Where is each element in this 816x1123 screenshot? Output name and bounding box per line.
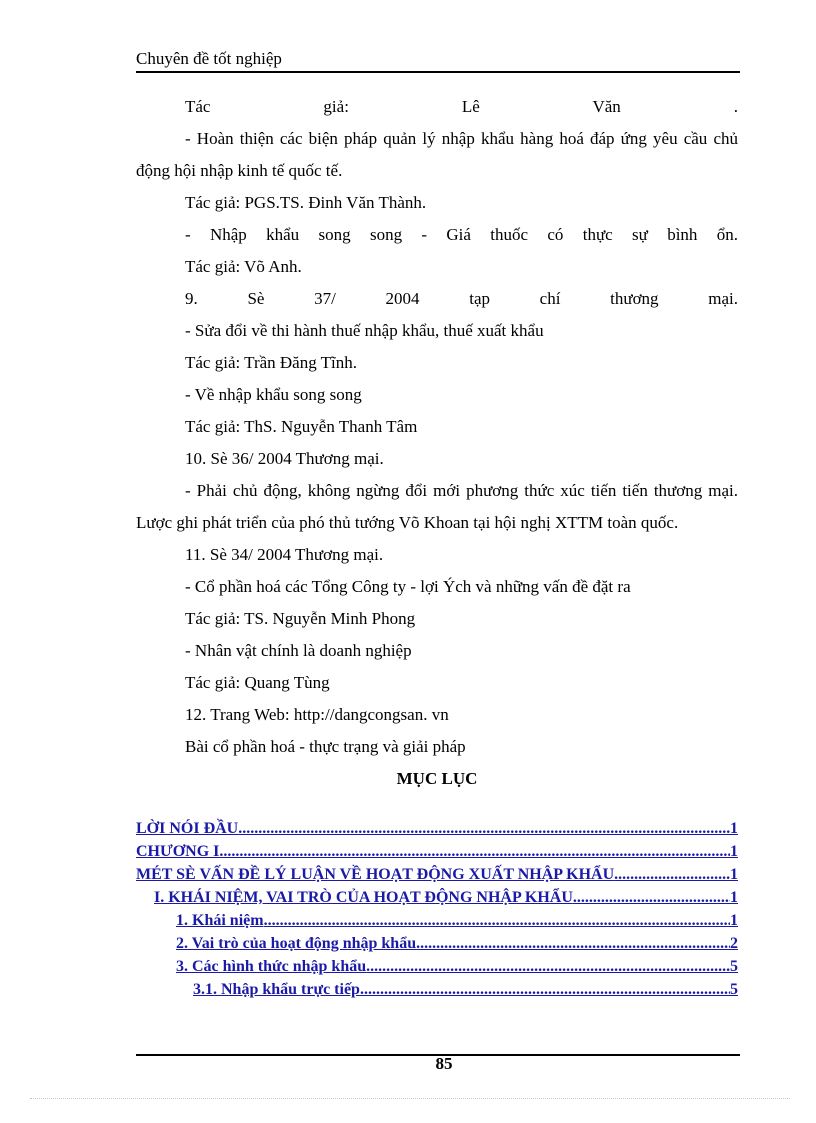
toc-entry-page: 5 [730,981,738,998]
toc-entry-label: MÉT SÈ VẤN ĐỀ LÝ LUẬN VỀ HOẠT ĐỘNG XUẤT NHẬP KHẨU [136,866,615,883]
paragraph: 10. Sè 36/ 2004 Thương mại. [185,449,384,468]
toc-link[interactable] [136,909,738,932]
toc-entry-label: CHƯƠNG I [136,843,220,860]
header-rule [136,71,740,73]
paragraph: Tác giả: ThS. Nguyễn Thanh Tâm [185,417,418,436]
toc-entry-page: 1 [730,866,738,883]
paragraph: 12. Trang Web: http://dangcongsan. vn [185,705,449,724]
toc-title: MỤC LỤC [396,769,478,788]
toc-leader [573,886,730,909]
toc-link[interactable] [136,840,738,863]
paragraph: 9. Sè 37/ 2004 tạp chí thương mại. [185,289,738,308]
toc-entry-page: 1 [730,889,738,906]
paragraph: - Sửa đổi về thi hành thuế nhập khẩu, thuế xuất khẩu [185,321,544,340]
page-number: 85 [435,1054,453,1073]
toc-leader [219,840,730,863]
table-of-contents [136,817,738,1001]
toc-leader [360,978,730,1001]
toc-link[interactable] [136,863,738,886]
paragraph: Tác giả: Võ Anh. [185,257,302,276]
toc-entry-page: 1 [730,843,738,860]
toc-link[interactable] [136,817,738,840]
paragraph: - Hoàn thiện các biện pháp quản lý nhập khẩu hàng hoá đáp ứng yêu cầu chủ động hội nhập kinh tế quốc tế. [136,129,738,180]
toc-entry-label: 1. Khái niệm [176,912,264,929]
toc-entry-page: 2 [730,935,738,952]
toc-link[interactable] [136,886,738,909]
page-break-line [30,1098,790,1099]
paragraph: Tác giả: Lê Văn . [185,97,738,116]
toc-entry-label: 3.1. Nhập khẩu trực tiếp [193,981,360,998]
toc-leader [264,909,730,932]
paragraph: 11. Sè 34/ 2004 Thương mại. [185,545,384,564]
document-body [136,91,738,1001]
toc-leader [416,932,730,955]
paragraph: Tác giả: Trần Đăng Tĩnh. [185,353,358,372]
toc-leader [366,955,730,978]
paragraph: - Phải chủ động, không ngừng đổi mới phương thức xúc tiến tiến thương mại. Lược ghi phát triển của phó thủ tướng Võ Khoan tại hội nghị XTTM toàn quốc. [136,481,738,532]
toc-link[interactable] [136,932,738,955]
running-header: Chuyên đề tốt nghiệp [136,49,282,68]
toc-entry-page: 5 [730,958,738,975]
paragraph: - Về nhập khẩu song song [185,385,362,404]
toc-link[interactable] [136,955,738,978]
toc-entry-label: 3. Các hình thức nhập khẩu [176,958,367,975]
toc-entry-page: 1 [730,820,738,837]
toc-entry-label: LỜI NÓI ĐẦU [136,820,239,837]
toc-leader [238,817,730,840]
paragraph: - Nhân vật chính là doanh nghiệp [185,641,412,660]
paragraph: Bài cổ phần hoá - thực trạng và giải pháp [185,737,466,756]
paragraph: - Cổ phần hoá các Tổng Công ty - lợi Ých và những vấn đề đặt ra [185,577,631,596]
paragraph: Tác giả: TS. Nguyễn Minh Phong [185,609,416,628]
toc-entry-page: 1 [730,912,738,929]
toc-link[interactable] [136,978,738,1001]
paragraph: - Nhập khẩu song song - Giá thuốc có thực sự bình ổn. [185,225,738,244]
toc-entry-label: 2. Vai trò của hoạt động nhập khẩu [176,935,417,952]
toc-leader [614,863,730,886]
toc-entry-label: I. KHÁI NIỆM, VAI TRÒ CỦA HOẠT ĐỘNG NHẬP KHẨU [154,889,573,906]
paragraph: Tác giả: PGS.TS. Đinh Văn Thành. [185,193,427,212]
paragraph: Tác giả: Quang Tùng [185,673,330,692]
